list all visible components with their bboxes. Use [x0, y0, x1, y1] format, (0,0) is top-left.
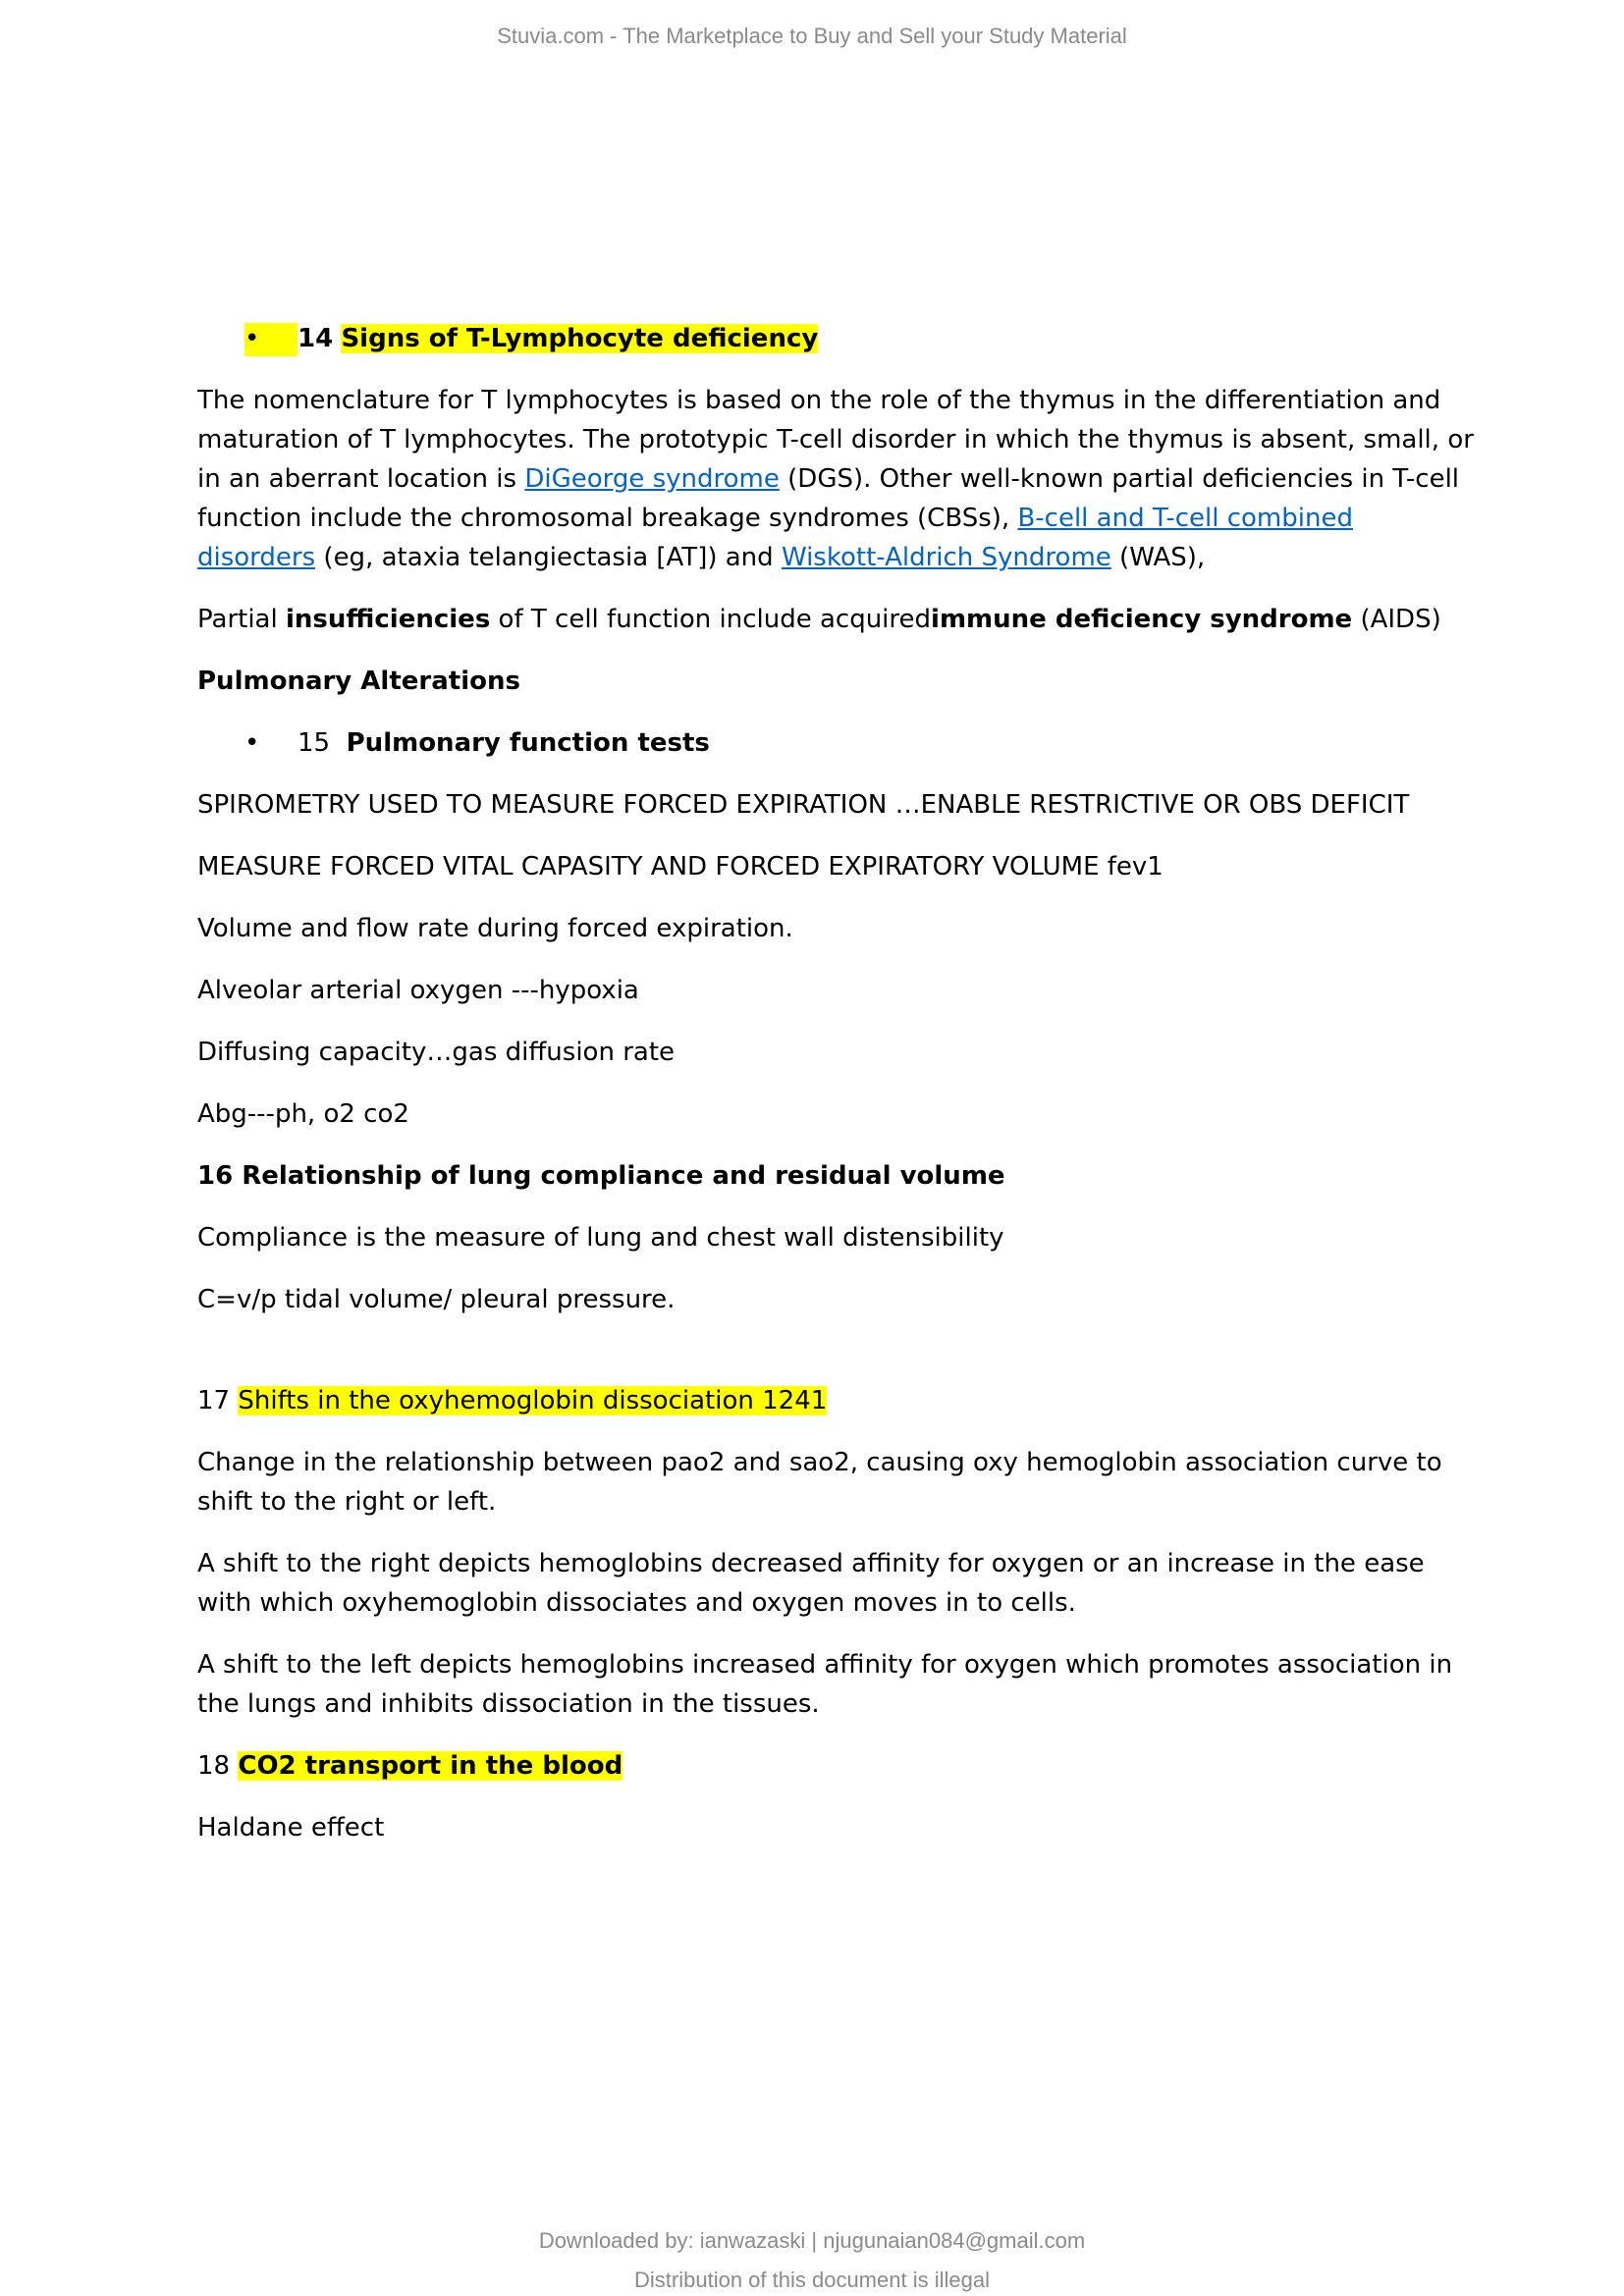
section-15-heading — [197, 723, 1474, 763]
pulmonary-heading: Pulmonary Alterations — [197, 667, 520, 696]
bold-run: insufficiencies — [285, 605, 491, 634]
line: Volume and flow rate during forced expiration. — [197, 914, 793, 943]
section-title: Pulmonary function tests — [346, 728, 710, 758]
document-body — [197, 319, 1474, 1870]
section-16-heading: 16 Relationship of lung compliance and residual volume — [197, 1161, 1005, 1191]
section-number: 18 — [197, 1751, 239, 1781]
section-14-heading — [197, 319, 1474, 358]
section-number: 14 — [298, 324, 334, 353]
paragraph-tcell — [197, 381, 1474, 577]
bold-run: immune deficiency syndrome — [931, 605, 1353, 634]
line: MEASURE FORCED VITAL CAPASITY AND FORCED EXPIRATORY VOLUME fev1 — [197, 852, 1164, 881]
section-title: CO2 transport in the blood — [238, 1751, 623, 1781]
bullet-icon: • — [244, 324, 260, 353]
footer-downloaded: Downloaded by: ianwazaski | njugunaian084@gmail.com — [538, 2228, 1086, 2253]
section-title: Shifts in the oxyhemoglobin dissociation 1241 — [238, 1386, 828, 1415]
paragraph: A shift to the left depicts hemoglobins increased affinity for oxygen which promotes association in the lungs and inhibits dissociation in the tissues. — [197, 1650, 1453, 1719]
text-run: of T cell function include acquired — [490, 605, 932, 634]
section-17-heading — [197, 1381, 1474, 1420]
text-run: (AIDS) — [1352, 605, 1441, 634]
line: Alveolar arterial oxygen ---hypoxia — [197, 976, 639, 1005]
line: C=v/p tidal volume/ pleural pressure. — [197, 1285, 676, 1314]
footer-distribution: Distribution of this document is illegal — [634, 2268, 990, 2292]
line: Compliance is the measure of lung and chest wall distensibility — [197, 1223, 1004, 1253]
line: Abg---ph, o2 co2 — [197, 1099, 409, 1129]
text-run: (eg, ataxia telangiectasia [AT]) and — [315, 543, 782, 572]
text-run: (WAS), — [1110, 543, 1206, 572]
section-title: Signs of T-Lymphocyte deficiency — [341, 324, 819, 353]
text-run: (DGS). Other well-known partial deficiencies in T-cell function include the chromosomal breakage syndromes (CBSs), — [197, 464, 1460, 533]
text-run: The nomenclature for T lymphocytes is based on the role of the thymus in the differentiation and maturation of T lymphocytes. The prototypic T-cell disorder in which the thymus is absent, small, or in an aberrant location is — [197, 386, 1474, 494]
wiskott-link[interactable]: Wiskott-Aldrich Syndrome — [781, 543, 1111, 572]
header-watermark: Stuvia.com - The Marketplace to Buy and Sell your Study Material — [497, 24, 1127, 48]
line: Haldane effect — [197, 1813, 385, 1842]
spacer — [197, 1342, 1474, 1381]
bullet-icon: • — [244, 728, 260, 758]
paragraph-aids — [197, 600, 1474, 639]
paragraph: Change in the relationship between pao2 and sao2, causing oxy hemoglobin association curve to shift to the right or left. — [197, 1448, 1442, 1517]
paragraph: A shift to the right depicts hemoglobins decreased affinity for oxygen or an increase in the ease with which oxyhemoglobin dissociates and oxygen moves in to cells. — [197, 1549, 1425, 1618]
section-number: 17 — [197, 1386, 239, 1415]
digeorge-link[interactable]: DiGeorge syndrome — [524, 464, 780, 494]
bcell-tcell-link[interactable]: B-cell and T-cell combined disorders — [197, 504, 1353, 572]
section-number: 15 — [298, 728, 331, 758]
line: Diffusing capacity…gas diffusion rate — [197, 1038, 676, 1067]
text-run: Partial — [197, 605, 286, 634]
section-18-heading — [197, 1746, 1474, 1786]
line: SPIROMETRY USED TO MEASURE FORCED EXPIRATION …ENABLE RESTRICTIVE OR OBS DEFICIT — [197, 790, 1410, 820]
